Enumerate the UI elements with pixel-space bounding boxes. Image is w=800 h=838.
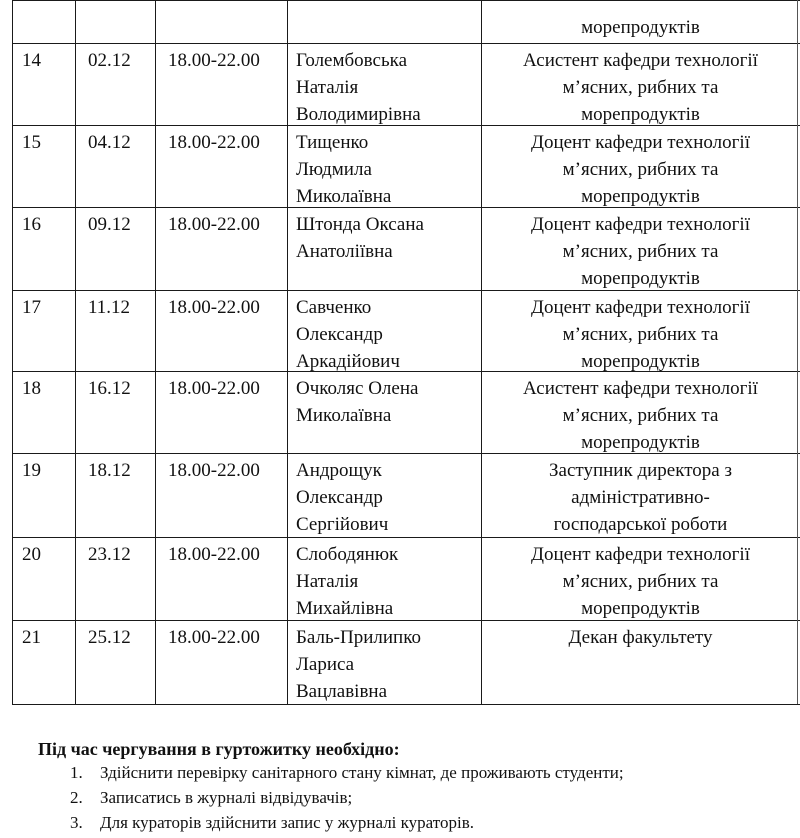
- notes-item-number: 1.: [70, 763, 83, 782]
- person-position: [481, 624, 800, 651]
- person-name-line: Наталія: [296, 571, 359, 592]
- person-position-line: морепродуктів: [581, 598, 700, 619]
- person-name-line: Слободянюк: [296, 544, 399, 565]
- row-number: 18: [22, 378, 41, 399]
- person-name-line: Голембовська: [296, 50, 408, 71]
- row-number: 14: [22, 50, 41, 71]
- table-vertical-rule: [287, 0, 288, 704]
- person-position: [481, 47, 800, 128]
- person-position-line: м’ясних, рибних та: [562, 405, 719, 426]
- duty-time: 18.00-22.00: [168, 378, 260, 399]
- person-name: [296, 129, 391, 210]
- row-number: 16: [22, 214, 41, 235]
- person-position-line: морепродуктів: [581, 268, 700, 289]
- person-position-line: Доцент кафедри технології: [531, 544, 750, 565]
- person-name-line: Михайлівна: [296, 598, 394, 619]
- row-number: 19: [22, 460, 41, 481]
- person-position-line: Заступник директора з: [549, 460, 732, 481]
- person-position-line: м’ясних, рибних та: [562, 241, 719, 262]
- table-horizontal-rule: [12, 0, 800, 1]
- table-vertical-rule: [12, 0, 13, 704]
- person-name-line: Володимирівна: [296, 104, 421, 125]
- notes-item-text: Здійснити перевірку санітарного стану кімнат, де проживають студенти;: [100, 763, 624, 782]
- person-name-line: Олександр: [296, 324, 383, 345]
- notes-item-text: Для кураторів здійснити запис у журналі кураторів.: [100, 813, 474, 832]
- person-name-line: Вацлавівна: [296, 681, 388, 702]
- duty-time: 18.00-22.00: [168, 544, 260, 565]
- notes-list-item: [70, 812, 474, 834]
- person-name-line: Штонда Оксана: [296, 214, 424, 235]
- duty-time: 18.00-22.00: [168, 627, 260, 648]
- person-position-line: Декан факультету: [568, 627, 713, 648]
- person-name: [296, 457, 388, 538]
- person-position-line: м’ясних, рибних та: [562, 77, 719, 98]
- person-position: [481, 541, 800, 622]
- person-name-line: Наталія: [296, 77, 359, 98]
- notes-list-item: [70, 762, 624, 784]
- notes-title: Під час чергування в гуртожитку необхідно:: [38, 739, 400, 759]
- duty-date: 23.12: [88, 544, 131, 565]
- person-position: [481, 457, 800, 538]
- duty-date: 09.12: [88, 214, 131, 235]
- person-name-line: Савченко: [296, 297, 372, 318]
- person-name-line: Миколаївна: [296, 405, 392, 426]
- person-name-line: Людмила: [296, 159, 372, 180]
- notes-item-number: 3.: [70, 813, 83, 832]
- duty-date: 16.12: [88, 378, 131, 399]
- duty-date: 18.12: [88, 460, 131, 481]
- duty-date: 02.12: [88, 50, 131, 71]
- person-name-line: Очколяс Олена: [296, 378, 419, 399]
- table-vertical-rule: [75, 0, 76, 704]
- notes-item-text: Записатись в журналі відвідувачів;: [100, 788, 353, 807]
- person-position-line: морепродуктів: [581, 104, 700, 125]
- person-position-line: м’ясних, рибних та: [562, 571, 719, 592]
- person-name-line: Андрощук: [296, 460, 382, 481]
- row-number: 17: [22, 297, 41, 318]
- duty-time: 18.00-22.00: [168, 132, 260, 153]
- person-name-line: Тищенко: [296, 132, 369, 153]
- person-name: [296, 541, 398, 622]
- person-name-line: Баль-Прилипко: [296, 627, 421, 648]
- person-name: [296, 624, 421, 705]
- person-name-line: Миколаївна: [296, 186, 392, 207]
- person-position-line: морепродуктів: [581, 432, 700, 453]
- person-name: [296, 47, 421, 128]
- row-number: 20: [22, 544, 41, 565]
- table-fragment-text: морепродуктів: [581, 17, 700, 38]
- person-position-line: Доцент кафедри технології: [531, 297, 750, 318]
- duty-date: 25.12: [88, 627, 131, 648]
- duty-time: 18.00-22.00: [168, 50, 260, 71]
- person-name-line: Лариса: [296, 654, 355, 675]
- person-position: [481, 375, 800, 456]
- row-number: 21: [22, 627, 41, 648]
- person-name: [296, 375, 418, 429]
- notes-item-number: 2.: [70, 788, 83, 807]
- person-name: [296, 211, 424, 265]
- person-position-line: морепродуктів: [581, 351, 700, 372]
- notes-list-item: [70, 787, 352, 809]
- table-horizontal-rule: [12, 43, 800, 44]
- person-name-line: Олександр: [296, 487, 383, 508]
- person-position-line: господарської роботи: [553, 514, 728, 535]
- duty-time: 18.00-22.00: [168, 297, 260, 318]
- table-vertical-rule: [155, 0, 156, 704]
- person-position-line: Асистент кафедри технології: [523, 378, 758, 399]
- row-number: 15: [22, 132, 41, 153]
- duty-date: 11.12: [88, 297, 131, 318]
- person-position-line: адміністративно-: [571, 487, 710, 508]
- person-name-line: Анатоліївна: [296, 241, 393, 262]
- person-position-line: Асистент кафедри технології: [523, 50, 758, 71]
- person-name: [296, 294, 400, 375]
- person-position: [481, 294, 800, 375]
- duty-date: 04.12: [88, 132, 131, 153]
- person-name-line: Сергійович: [296, 514, 389, 535]
- person-position-line: Доцент кафедри технології: [531, 132, 750, 153]
- person-position-line: Доцент кафедри технології: [531, 214, 750, 235]
- person-position-line: м’ясних, рибних та: [562, 324, 719, 345]
- duty-time: 18.00-22.00: [168, 214, 260, 235]
- person-position-line: м’ясних, рибних та: [562, 159, 719, 180]
- person-name-line: Аркадійович: [296, 351, 400, 372]
- person-position: [481, 129, 800, 210]
- person-position-line: морепродуктів: [581, 186, 700, 207]
- person-position: [481, 211, 800, 292]
- duty-time: 18.00-22.00: [168, 460, 260, 481]
